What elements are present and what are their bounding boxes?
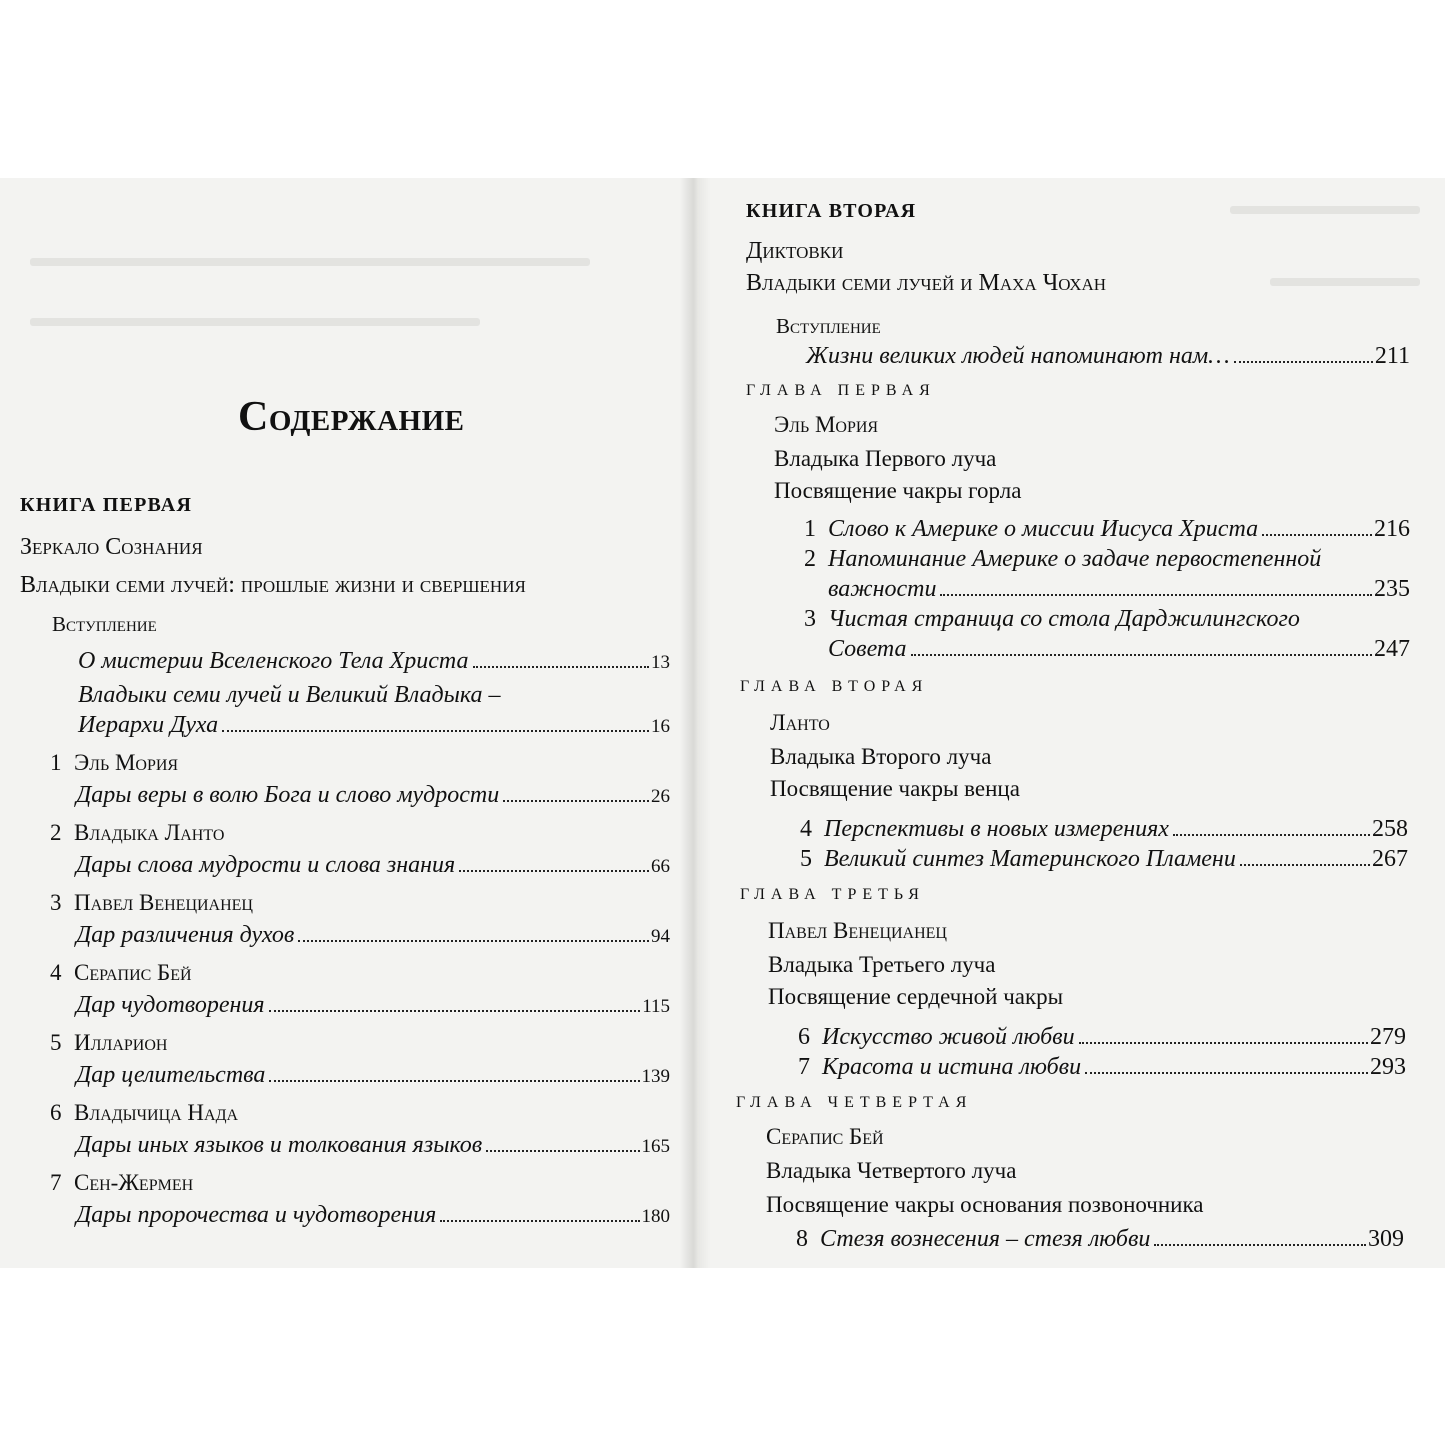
toc-entry-title: Дары иных языков и толкования языков <box>76 1132 483 1158</box>
intro-label: Вступление <box>52 612 157 636</box>
entry-number: 5 <box>800 846 812 872</box>
toc-entry[interactable] <box>76 922 670 949</box>
book-subtitle: Владыки семи лучей: прошлые жизни и свершения <box>20 572 526 598</box>
toc-entry[interactable] <box>76 782 670 809</box>
chapter-number: 3 <box>50 890 62 915</box>
page-number: 235 <box>1374 576 1410 602</box>
chapter-master: Павел Венецианец <box>74 890 253 915</box>
chapter-initiation: Посвящение чакры венца <box>770 776 1020 801</box>
page-number: 26 <box>651 786 670 807</box>
page-number: 279 <box>1370 1024 1406 1050</box>
chapter-heading <box>50 1030 167 1056</box>
page-number: 66 <box>651 856 670 877</box>
bleed-through-text <box>1230 206 1420 214</box>
chapter-initiation: Посвящение чакры горла <box>774 478 1022 503</box>
left-page <box>0 178 690 1268</box>
toc-entry-title[interactable]: Владыки семи лучей и Великий Владыка – <box>78 682 501 708</box>
entry-number: 8 <box>796 1226 808 1252</box>
page-number: 180 <box>641 1206 670 1227</box>
toc-entry-title: Слово к Америке о миссии Иисуса Христа <box>828 516 1259 542</box>
toc-entry[interactable] <box>76 1132 670 1159</box>
toc-entry-title: Дары пророчества и чудотворения <box>76 1202 437 1228</box>
dot-leader <box>222 730 649 732</box>
chapter-number: 7 <box>50 1170 62 1195</box>
page-number: 139 <box>641 1066 670 1087</box>
dot-leader <box>940 594 1372 596</box>
toc-entry[interactable] <box>804 606 1410 633</box>
toc-entry[interactable] <box>800 846 1408 873</box>
toc-entry-title: Дар различения духов <box>76 922 295 948</box>
right-page <box>710 178 1445 1268</box>
toc-entry-title: Красота и истина любви <box>822 1054 1082 1080</box>
chapter-heading <box>50 1170 193 1196</box>
chapter-number: 2 <box>50 820 62 845</box>
toc-entry[interactable] <box>806 343 1410 370</box>
toc-entry-title: Дары слова мудрости и слова знания <box>76 852 456 878</box>
chapter-heading <box>50 960 192 986</box>
dot-leader <box>486 1150 639 1152</box>
toc-entry-title: Дары веры в волю Бога и слово мудрости <box>76 782 500 808</box>
toc-entry-title: Напоминание Америке о задаче первостепенной <box>828 546 1322 572</box>
page-number: 94 <box>651 926 670 947</box>
page-number: 309 <box>1368 1226 1404 1252</box>
chapter-heading <box>50 1100 238 1126</box>
toc-entry[interactable] <box>78 648 670 675</box>
toc-entry-title-cont: Иерархи Духа <box>78 712 219 738</box>
chapter-heading <box>50 890 253 916</box>
dot-leader <box>1085 1072 1368 1074</box>
bleed-through-text <box>1270 278 1420 286</box>
page-number: 16 <box>651 716 670 737</box>
chapter-master: Владычица Нада <box>74 1100 239 1125</box>
page-number: 293 <box>1370 1054 1406 1080</box>
dot-leader <box>1240 864 1370 866</box>
toc-entry-title: Дар чудотворения <box>76 992 265 1018</box>
toc-entry-title: Стезя вознесения – стезя любви <box>820 1226 1151 1252</box>
toc-entry-title: Великий синтез Материнского Пламени <box>824 846 1236 872</box>
entry-number: 4 <box>800 816 812 842</box>
page-number: 247 <box>1374 636 1410 662</box>
dot-leader <box>269 1080 639 1082</box>
toc-entry-title: Чистая страница со стола Дарджилингского <box>828 606 1300 632</box>
dot-leader <box>503 800 649 802</box>
toc-entry[interactable] <box>828 636 1410 663</box>
toc-entry[interactable] <box>828 576 1410 603</box>
chapter-number: 6 <box>50 1100 62 1125</box>
chapter-master: Серапис Бей <box>766 1124 884 1149</box>
page-number: 13 <box>651 652 670 673</box>
entry-number: 1 <box>804 516 816 542</box>
chapter-ray: Владыка Первого луча <box>774 446 997 471</box>
chapter-label: ГЛАВА ЧЕТВЕРТАЯ <box>736 1094 973 1111</box>
toc-entry[interactable] <box>798 1024 1406 1051</box>
toc-entry[interactable] <box>78 712 670 739</box>
entry-number: 7 <box>798 1054 810 1080</box>
book-subtitle: Владыки семи лучей и Маха Чохан <box>746 270 1107 296</box>
chapter-heading <box>50 820 224 846</box>
chapter-master: Эль Мория <box>74 750 179 775</box>
page-number: 267 <box>1372 846 1408 872</box>
entry-number: 6 <box>798 1024 810 1050</box>
toc-entry[interactable] <box>76 1062 670 1089</box>
toc-entry-title-cont: Совета <box>828 636 907 662</box>
toc-entry-title-cont: важности <box>828 576 937 602</box>
chapter-ray: Владыка Второго луча <box>770 744 992 769</box>
dot-leader <box>298 940 649 942</box>
intro-label: Вступление <box>776 314 881 338</box>
dot-leader <box>1173 834 1370 836</box>
book-title: Диктовки <box>746 238 844 264</box>
dot-leader <box>1154 1244 1366 1246</box>
toc-entry-title: Дар целительства <box>76 1062 266 1088</box>
book-label: КНИГА ПЕРВАЯ <box>20 494 193 516</box>
toc-entry[interactable] <box>800 816 1408 843</box>
toc-entry[interactable] <box>796 1226 1404 1253</box>
chapter-master: Владыка Ланто <box>74 820 225 845</box>
entry-number: 2 <box>804 546 816 572</box>
toc-entry-title: О мистерии Вселенского Тела Христа <box>78 648 469 674</box>
chapter-ray: Владыка Третьего луча <box>768 952 996 977</box>
toc-entry[interactable] <box>804 546 1410 573</box>
dot-leader <box>1079 1042 1368 1044</box>
chapter-ray: Владыка Четвертого луча <box>766 1158 1017 1183</box>
book-title: Зеркало Сознания <box>20 534 203 560</box>
book-spread <box>0 178 1445 1268</box>
entry-number: 3 <box>804 606 816 632</box>
page-number: 211 <box>1374 343 1410 369</box>
toc-entry[interactable] <box>76 992 670 1019</box>
dot-leader <box>911 654 1372 656</box>
dot-leader <box>1234 361 1373 363</box>
chapter-label: ГЛАВА ВТОРАЯ <box>740 678 929 695</box>
chapter-label: ГЛАВА ТРЕТЬЯ <box>740 886 925 903</box>
toc-entry[interactable] <box>798 1054 1406 1081</box>
chapter-master: Илларион <box>74 1030 168 1055</box>
dot-leader <box>440 1220 639 1222</box>
page-number: 165 <box>641 1136 670 1157</box>
page-number: 258 <box>1372 816 1408 842</box>
chapter-number: 4 <box>50 960 62 985</box>
chapter-label: ГЛАВА ПЕРВАЯ <box>746 382 936 399</box>
bleed-through-text <box>30 258 590 266</box>
dot-leader <box>269 1010 641 1012</box>
chapter-initiation: Посвящение сердечной чакры <box>768 984 1064 1009</box>
page-title: Содержание <box>238 394 465 440</box>
chapter-number: 1 <box>50 750 62 775</box>
chapter-master: Серапис Бей <box>74 960 192 985</box>
chapter-master: Ланто <box>770 710 830 735</box>
dot-leader <box>1262 534 1372 536</box>
chapter-master: Эль Мория <box>774 412 879 437</box>
toc-entry-title: Перспективы в новых измерениях <box>824 816 1169 842</box>
page-number: 115 <box>642 996 670 1017</box>
toc-entry[interactable] <box>804 516 1410 543</box>
toc-entry[interactable] <box>76 852 670 879</box>
chapter-number: 5 <box>50 1030 62 1055</box>
chapter-initiation: Посвящение чакры основания позвоночника <box>766 1192 1204 1217</box>
bleed-through-text <box>30 318 480 326</box>
toc-entry[interactable] <box>76 1202 670 1229</box>
page-number: 216 <box>1374 516 1410 542</box>
chapter-heading <box>50 750 178 776</box>
toc-entry-title: Искусство живой любви <box>822 1024 1075 1050</box>
toc-entry-title: Жизни великих людей напоминают нам… <box>806 343 1230 369</box>
dot-leader <box>459 870 649 872</box>
chapter-master: Сен-Жермен <box>74 1170 194 1195</box>
book-label: КНИГА ВТОРАЯ <box>746 200 917 222</box>
dot-leader <box>473 666 649 668</box>
chapter-master: Павел Венецианец <box>768 918 947 943</box>
